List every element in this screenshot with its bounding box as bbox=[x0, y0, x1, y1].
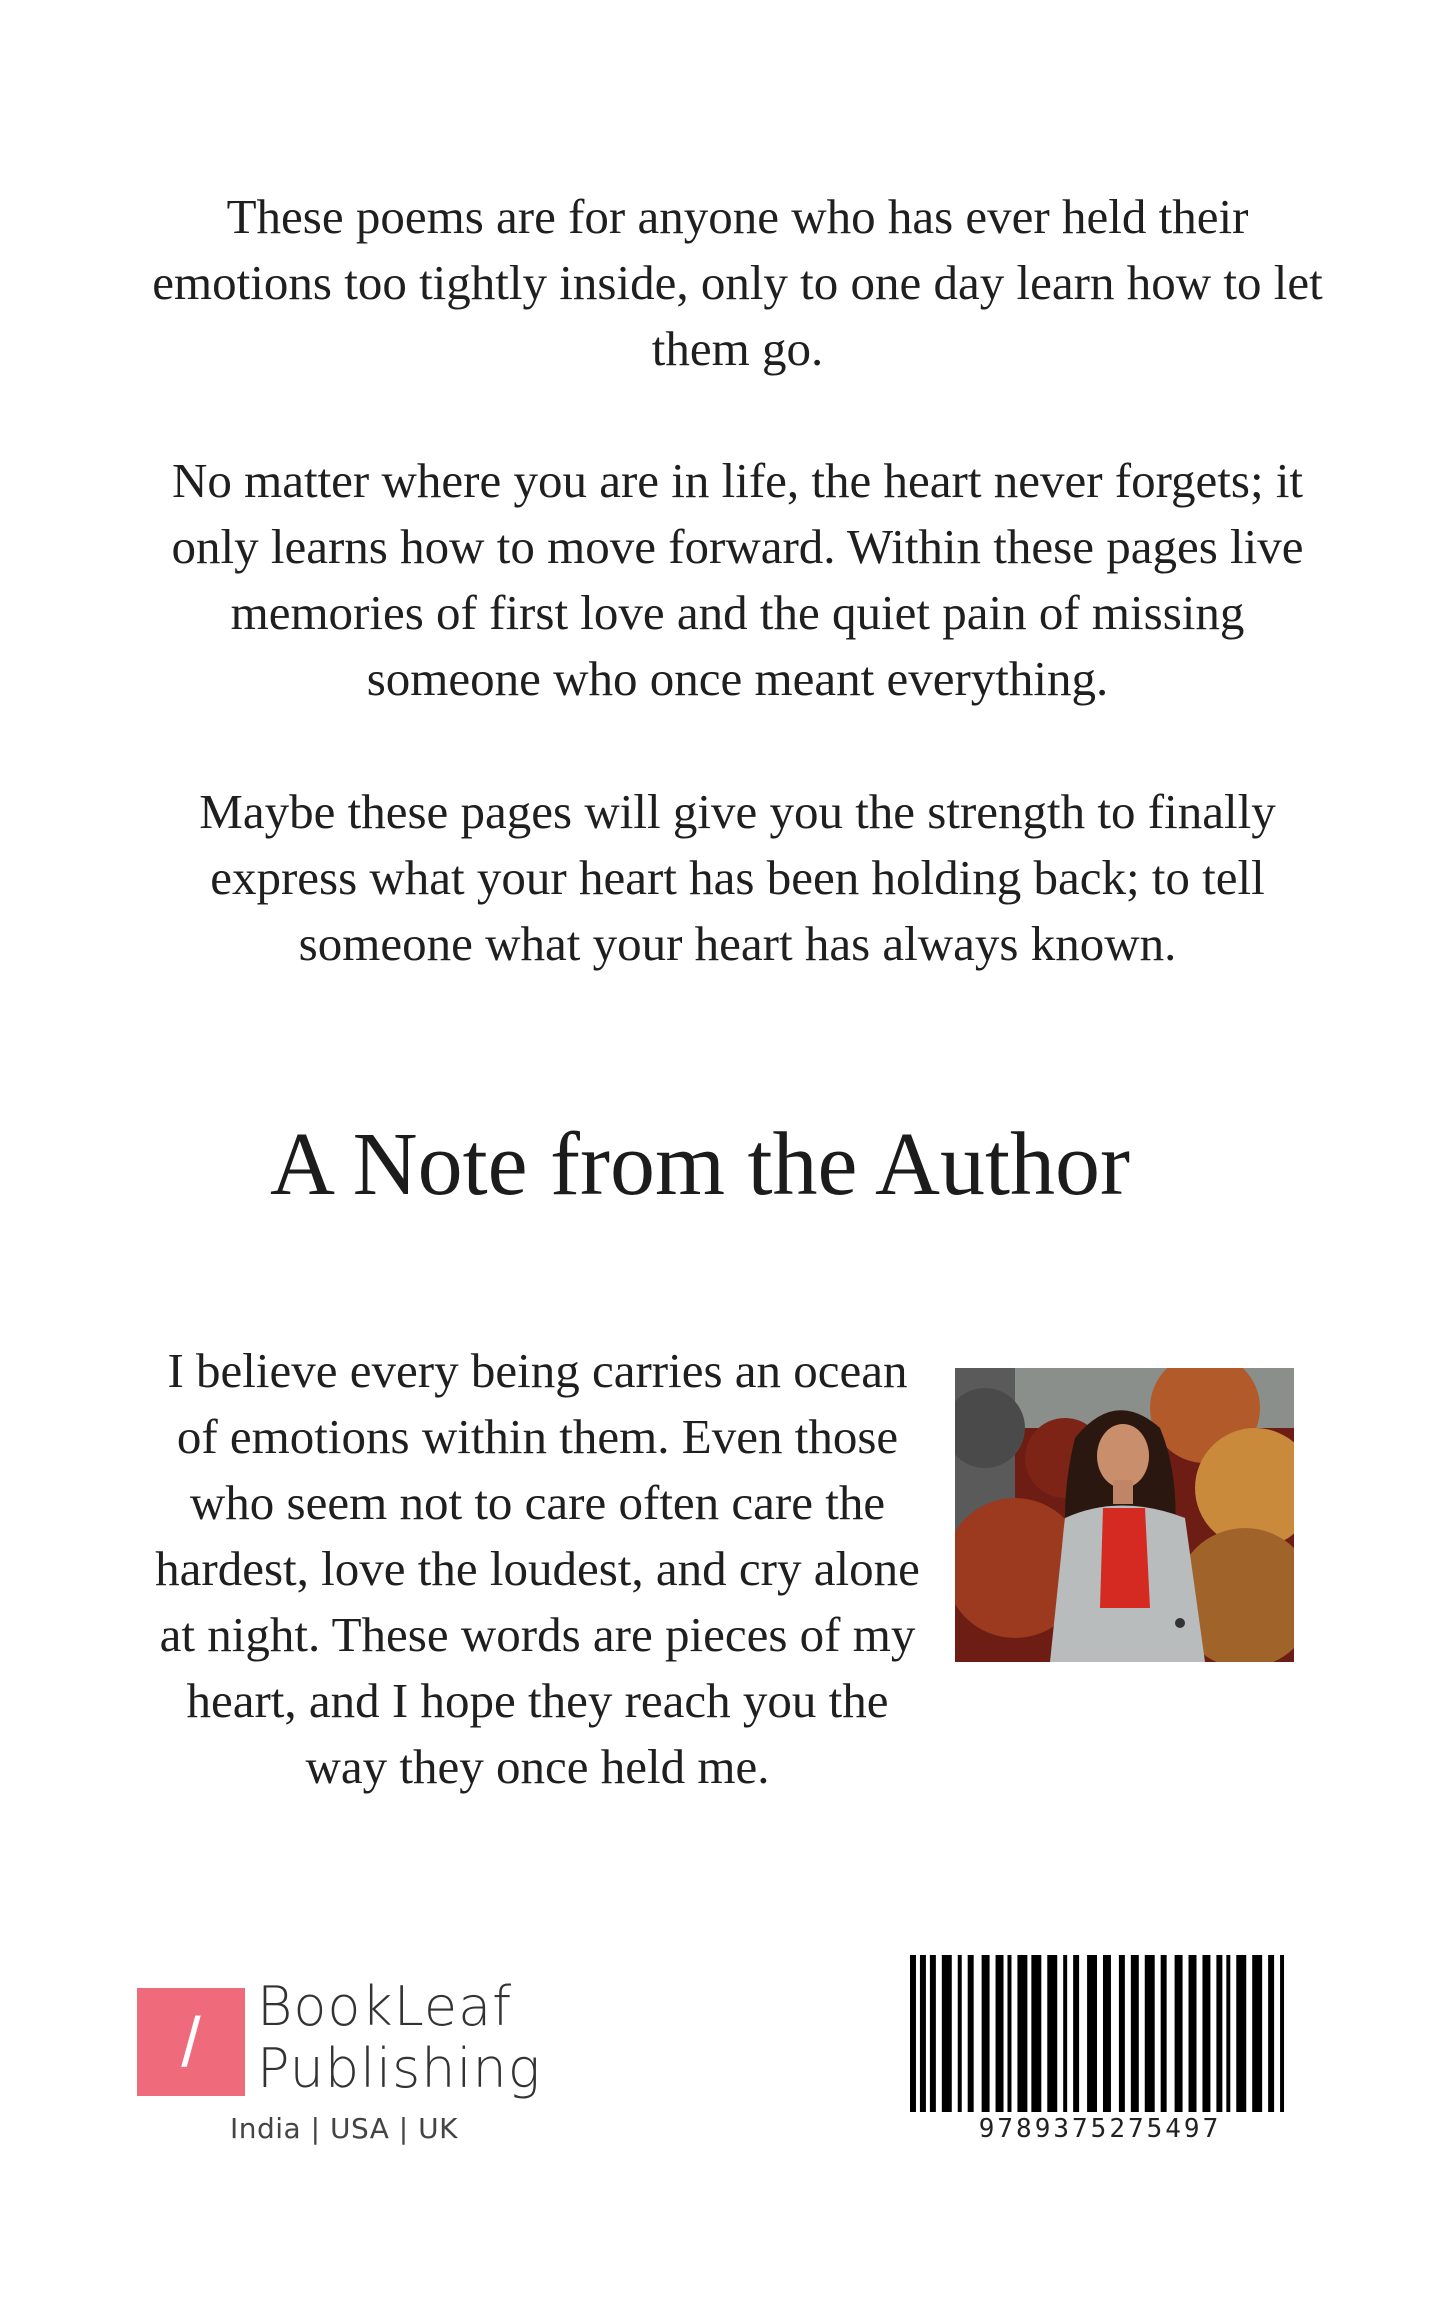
barcode-bar bbox=[1189, 1955, 1197, 2112]
barcode-bar bbox=[982, 1955, 990, 2112]
barcode-bar bbox=[1236, 1955, 1246, 2112]
isbn-barcode bbox=[910, 1955, 1290, 2112]
barcode-bar bbox=[1119, 1955, 1125, 2112]
barcode-bar bbox=[996, 1955, 1004, 2112]
author-note-heading: A Note from the Author bbox=[270, 1115, 1130, 1214]
barcode-bar bbox=[1161, 1955, 1167, 2112]
barcode-bar bbox=[920, 1955, 926, 2112]
publisher-name-line-1: BookLeaf bbox=[257, 1975, 513, 2038]
publisher-name-line-2: Publishing bbox=[257, 2037, 542, 2100]
barcode-bar bbox=[1252, 1955, 1262, 2112]
barcode-bar bbox=[1047, 1955, 1057, 2112]
publisher-regions: India | USA | UK bbox=[230, 2112, 458, 2145]
isbn-number: 9789375275497 bbox=[978, 2114, 1222, 2144]
barcode-bar bbox=[1280, 1955, 1284, 2112]
barcode-bar bbox=[958, 1955, 962, 2112]
blurb-paragraph-3: Maybe these pages will give you the strength to finally express what your heart has been holding back; to tell someone what your heart has always known. bbox=[199, 784, 1276, 971]
barcode-bar bbox=[910, 1955, 916, 2112]
barcode-bar bbox=[1103, 1955, 1111, 2112]
slash-icon: / bbox=[181, 2003, 201, 2081]
barcode-bar bbox=[1131, 1955, 1139, 2112]
barcode-bar bbox=[942, 1955, 952, 2112]
barcode-bar bbox=[930, 1955, 936, 2112]
barcode-bar bbox=[1226, 1955, 1230, 2112]
barcode-bar bbox=[1268, 1955, 1274, 2112]
blurb-paragraph-1: These poems are for anyone who has ever held their emotions too tightly inside, only to one day learn how to let them go. bbox=[152, 189, 1323, 376]
barcode-bar bbox=[1007, 1955, 1011, 2112]
author-note-text: I believe every being carries an ocean of emotions within them. Even those who seem not to care often care the hardest, love the loudest, and cry alone at night. These words are pieces of my heart, and I hope they reach you the way they once held me. bbox=[155, 1343, 920, 1794]
publisher-name bbox=[257, 1976, 541, 2100]
barcode-bar bbox=[1017, 1955, 1027, 2112]
blurb-paragraph-2: No matter where you are in life, the heart never forgets; it only learns how to move forward. Within these pages live memories of first love and the quiet pain of missing someone who once meant everything. bbox=[171, 453, 1304, 706]
author-photo bbox=[955, 1368, 1294, 1662]
barcode-bar bbox=[1216, 1955, 1222, 2112]
publisher-logo bbox=[137, 1975, 557, 2150]
barcode-bar bbox=[1202, 1955, 1210, 2112]
barcode-bar bbox=[1087, 1955, 1097, 2112]
barcode-bar bbox=[1063, 1955, 1067, 2112]
barcode-bar bbox=[1175, 1955, 1183, 2112]
barcode-bar bbox=[968, 1955, 974, 2112]
barcode-bar bbox=[1073, 1955, 1079, 2112]
barcode-bar bbox=[1145, 1955, 1155, 2112]
barcode-bar bbox=[1031, 1955, 1041, 2112]
